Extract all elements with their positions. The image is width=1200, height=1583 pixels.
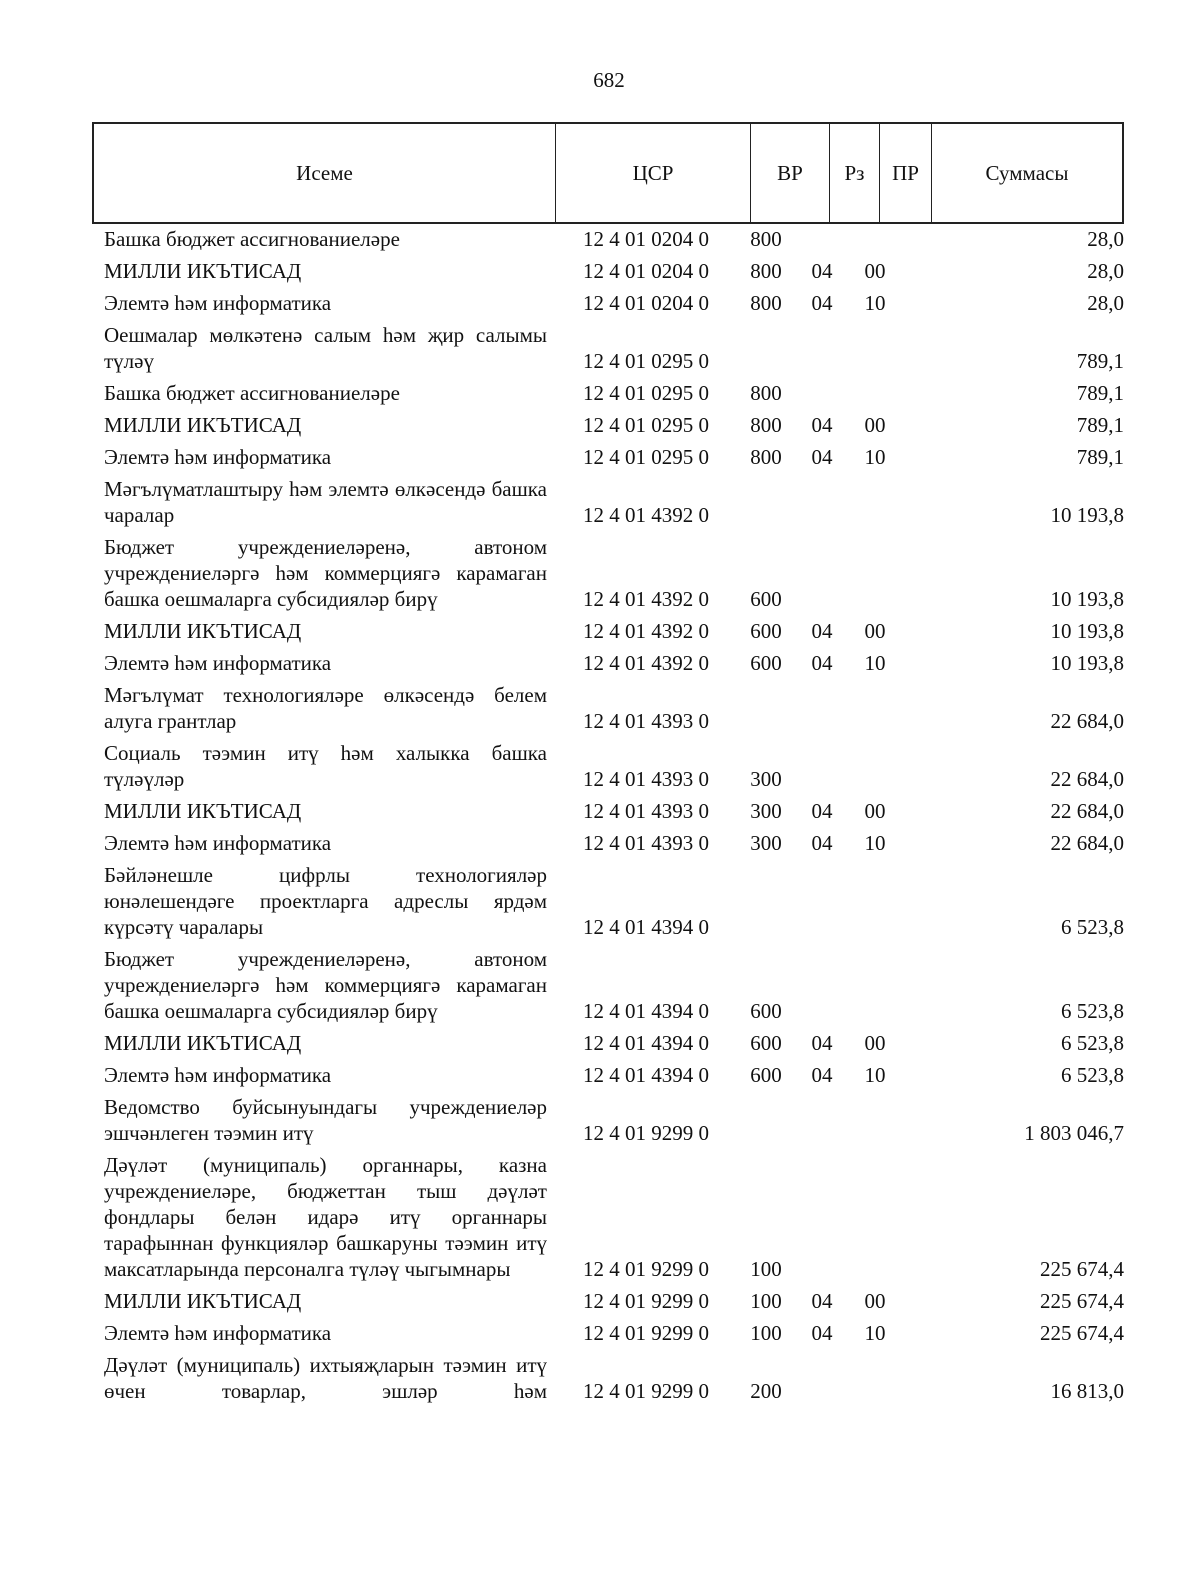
row-csr: 12 4 01 9299 0 <box>583 1321 709 1345</box>
row-name: Мәгълүмат технологияләре өлкәсендә белем алуга грантлар <box>104 683 547 733</box>
row-csr: 12 4 01 9299 0 <box>583 1257 709 1281</box>
table-row <box>104 862 1124 940</box>
row-csr: 12 4 01 4392 0 <box>583 619 709 643</box>
row-rz: 04 <box>811 619 833 643</box>
row-vr: 100 <box>750 1289 782 1313</box>
row-vr: 300 <box>750 799 782 823</box>
row-name: Элемтә һәм информатика <box>104 445 332 469</box>
row-csr: 12 4 01 9299 0 <box>583 1289 709 1313</box>
table-row <box>104 380 1124 406</box>
row-name: Бюджет учреждениеләренә, автоном учреждениеләргә һәм коммерциягә карамаган башка оешмаларга субсидияләр бирү <box>104 535 547 611</box>
table-row <box>104 740 1124 792</box>
row-csr: 12 4 01 4393 0 <box>583 799 709 823</box>
row-vr: 100 <box>750 1257 782 1281</box>
row-rz: 04 <box>811 259 833 283</box>
row-sum: 789,1 <box>1076 445 1124 469</box>
header-vr: ВР <box>751 124 830 222</box>
row-sum: 10 193,8 <box>1050 503 1124 527</box>
row-sum: 10 193,8 <box>1050 619 1124 643</box>
table-header <box>92 122 1124 224</box>
row-vr: 600 <box>750 587 782 611</box>
row-rz: 04 <box>811 1063 833 1087</box>
row-vr: 800 <box>750 381 782 405</box>
header-name: Исеме <box>94 124 556 222</box>
row-pr: 00 <box>864 1289 886 1313</box>
row-pr: 10 <box>864 831 886 855</box>
row-csr: 12 4 01 4393 0 <box>583 831 709 855</box>
row-sum: 22 684,0 <box>1050 767 1124 791</box>
row-vr: 300 <box>750 767 782 791</box>
row-sum: 225 674,4 <box>1040 1321 1124 1345</box>
row-csr: 12 4 01 0204 0 <box>583 259 709 283</box>
table-row <box>104 830 1124 856</box>
row-sum: 789,1 <box>1076 349 1124 373</box>
table-row <box>104 412 1124 438</box>
row-pr: 00 <box>864 619 886 643</box>
row-csr: 12 4 01 4393 0 <box>583 709 709 733</box>
row-csr: 12 4 01 4394 0 <box>583 999 709 1023</box>
row-csr: 12 4 01 9299 0 <box>583 1379 709 1403</box>
table-row <box>104 476 1124 528</box>
row-csr: 12 4 01 0204 0 <box>583 291 709 315</box>
budget-table-body <box>104 226 1124 1410</box>
row-vr: 100 <box>750 1321 782 1345</box>
row-name: Ведомство буйсынуындагы учреждениеләр эшчәнлеген тәэмин итү <box>104 1095 547 1145</box>
row-sum: 10 193,8 <box>1050 587 1124 611</box>
row-sum: 225 674,4 <box>1040 1289 1124 1313</box>
row-rz: 04 <box>811 445 833 469</box>
table-row <box>104 1030 1124 1056</box>
row-sum: 225 674,4 <box>1040 1257 1124 1281</box>
table-row <box>104 682 1124 734</box>
row-name: Мәгълүматлаштыру һәм элемтә өлкәсендә башка чаралар <box>104 477 547 527</box>
row-sum: 6 523,8 <box>1061 1063 1124 1087</box>
header-pr: ПР <box>880 124 932 222</box>
row-vr: 800 <box>750 227 782 251</box>
table-row <box>104 1352 1124 1404</box>
row-name: Башка бюджет ассигнованиеләре <box>104 227 400 251</box>
row-name: Дәүләт (муниципаль) ихтыяҗларын тәэмин итү өчен товарлар, эшләр һәм <box>104 1353 547 1403</box>
row-name: МИЛЛИ ИКЪТИСАД <box>104 619 302 643</box>
row-vr: 800 <box>750 445 782 469</box>
row-sum: 789,1 <box>1076 413 1124 437</box>
row-pr: 10 <box>864 1321 886 1345</box>
row-name: МИЛЛИ ИКЪТИСАД <box>104 413 302 437</box>
row-vr: 600 <box>750 1031 782 1055</box>
row-pr: 00 <box>864 259 886 283</box>
page-number: 682 <box>593 68 625 92</box>
row-sum: 22 684,0 <box>1050 799 1124 823</box>
row-sum: 6 523,8 <box>1061 999 1124 1023</box>
row-rz: 04 <box>811 413 833 437</box>
row-csr: 12 4 01 0295 0 <box>583 381 709 405</box>
row-rz: 04 <box>811 799 833 823</box>
header-sum: Суммасы <box>985 160 1069 185</box>
table-row <box>104 618 1124 644</box>
row-name: Элемтә һәм информатика <box>104 1063 332 1087</box>
row-csr: 12 4 01 4394 0 <box>583 1063 709 1087</box>
table-row <box>104 946 1124 1024</box>
row-name: МИЛЛИ ИКЪТИСАД <box>104 259 302 283</box>
row-rz: 04 <box>811 831 833 855</box>
row-sum: 1 803 046,7 <box>1024 1121 1124 1145</box>
table-row <box>104 1320 1124 1346</box>
row-name: МИЛЛИ ИКЪТИСАД <box>104 1031 302 1055</box>
row-name: Оешмалар мөлкәтенә салым һәм җир салымы түләү <box>104 323 547 373</box>
row-vr: 200 <box>750 1379 782 1403</box>
row-name: Социаль тәэмин итү һәм халыкка башка түләүләр <box>104 741 547 791</box>
row-name: Элемтә һәм информатика <box>104 831 332 855</box>
row-rz: 04 <box>811 1321 833 1345</box>
row-name: Бәйләнешле цифрлы технологияләр юнәлешендәге проектларга адреслы ярдәм күрсәтү чаралары <box>104 863 547 939</box>
row-sum: 22 684,0 <box>1050 831 1124 855</box>
row-csr: 12 4 01 0295 0 <box>583 413 709 437</box>
table-row <box>104 1062 1124 1088</box>
row-name: Элемтә һәм информатика <box>104 291 332 315</box>
row-rz: 04 <box>811 1031 833 1055</box>
row-vr: 600 <box>750 619 782 643</box>
row-csr: 12 4 01 4393 0 <box>583 767 709 791</box>
table-row <box>104 1288 1124 1314</box>
row-sum: 789,1 <box>1076 381 1124 405</box>
row-name: Дәүләт (муниципаль) органнары, казна учреждениеләре, бюджеттан тыш дәүләт фондлары белән идарә итү органнары тарафыннан функцияләр башкаруны тәэмин итү максатларында персоналга түләү чыгымнары <box>104 1153 547 1281</box>
row-vr: 600 <box>750 999 782 1023</box>
table-row <box>104 258 1124 284</box>
row-csr: 12 4 01 4392 0 <box>583 651 709 675</box>
table-row <box>104 1152 1124 1282</box>
row-pr: 00 <box>864 799 886 823</box>
row-vr: 600 <box>750 1063 782 1087</box>
row-csr: 12 4 01 4392 0 <box>583 503 709 527</box>
row-vr: 600 <box>750 651 782 675</box>
row-vr: 300 <box>750 831 782 855</box>
row-sum: 10 193,8 <box>1050 651 1124 675</box>
table-row <box>104 322 1124 374</box>
row-name: Элемтә һәм информатика <box>104 651 332 675</box>
row-csr: 12 4 01 0204 0 <box>583 227 709 251</box>
table-row <box>104 650 1124 676</box>
table-row <box>104 1094 1124 1146</box>
row-csr: 12 4 01 0295 0 <box>583 349 709 373</box>
table-row <box>104 534 1124 612</box>
header-rz: Рз <box>830 124 880 222</box>
row-rz: 04 <box>811 651 833 675</box>
row-name: МИЛЛИ ИКЪТИСАД <box>104 1289 302 1313</box>
row-csr: 12 4 01 4394 0 <box>583 915 709 939</box>
table-row <box>104 226 1124 252</box>
row-rz: 04 <box>811 291 833 315</box>
row-name: Башка бюджет ассигнованиеләре <box>104 381 400 405</box>
row-name: Бюджет учреждениеләренә, автоном учреждениеләргә һәм коммерциягә карамаган башка оешмаларга субсидияләр бирү <box>104 947 547 1023</box>
row-rz: 04 <box>811 1289 833 1313</box>
row-vr: 800 <box>750 413 782 437</box>
row-sum: 6 523,8 <box>1061 1031 1124 1055</box>
row-sum: 28,0 <box>1087 291 1124 315</box>
table-row <box>104 798 1124 824</box>
row-vr: 800 <box>750 259 782 283</box>
row-csr: 12 4 01 9299 0 <box>583 1121 709 1145</box>
row-sum: 6 523,8 <box>1061 915 1124 939</box>
row-vr: 800 <box>750 291 782 315</box>
row-pr: 10 <box>864 651 886 675</box>
row-sum: 28,0 <box>1087 227 1124 251</box>
row-name: МИЛЛИ ИКЪТИСАД <box>104 799 302 823</box>
row-pr: 10 <box>864 291 886 315</box>
row-csr: 12 4 01 0295 0 <box>583 445 709 469</box>
row-sum: 16 813,0 <box>1050 1379 1124 1403</box>
row-sum: 28,0 <box>1087 259 1124 283</box>
header-csr: ЦСР <box>556 124 751 222</box>
row-pr: 10 <box>864 445 886 469</box>
row-csr: 12 4 01 4392 0 <box>583 587 709 611</box>
row-pr: 00 <box>864 1031 886 1055</box>
row-sum: 22 684,0 <box>1050 709 1124 733</box>
row-pr: 00 <box>864 413 886 437</box>
table-row <box>104 444 1124 470</box>
row-name: Элемтә һәм информатика <box>104 1321 332 1345</box>
row-csr: 12 4 01 4394 0 <box>583 1031 709 1055</box>
table-row <box>104 290 1124 316</box>
row-pr: 10 <box>864 1063 886 1087</box>
